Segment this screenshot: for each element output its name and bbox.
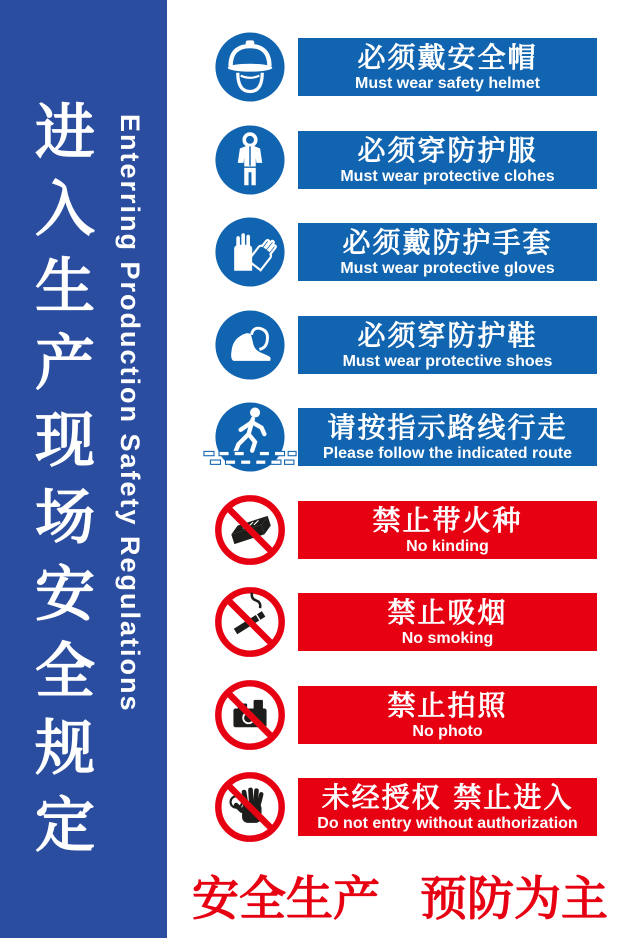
regulation-text-en: Must wear protective clohes <box>340 167 555 185</box>
regulation-text-en: No smoking <box>401 630 494 647</box>
regulation-row <box>0 216 633 288</box>
regulation-row <box>0 31 633 103</box>
regulation-row <box>0 309 633 381</box>
regulation-banner <box>298 223 597 281</box>
regulation-row <box>0 679 633 751</box>
slogan-part-2: 预防为主 <box>420 871 608 927</box>
regulation-text-en: No kinding <box>406 537 489 555</box>
regulation-text-en: Please follow the indicated route <box>323 445 572 462</box>
poster-title-chinese: 进入生产现场安全规定 <box>25 100 95 870</box>
regulation-text-en: No photo <box>412 722 483 740</box>
regulation-text-cn: 必须戴防护手套 <box>342 226 553 259</box>
regulation-text-en: Must wear protective shoes <box>342 352 553 370</box>
no-photo-icon <box>214 679 286 751</box>
regulation-banner <box>298 686 597 744</box>
regulation-text-cn: 禁止吸烟 <box>387 596 508 629</box>
safety-slogan <box>167 864 633 926</box>
regulation-text-cn: 未经授权 禁止进入 <box>321 781 574 814</box>
regulation-row <box>0 586 633 658</box>
regulation-text-cn: 必须穿防护服 <box>357 133 538 167</box>
safety-helmet-icon <box>214 31 286 103</box>
protective-gloves-icon <box>214 216 286 288</box>
protective-shoes-icon <box>214 309 286 381</box>
regulation-banner <box>298 316 597 374</box>
regulation-text-en: Must wear protective gloves <box>340 260 555 277</box>
no-kindling-icon <box>214 494 286 566</box>
regulation-banner <box>298 38 597 96</box>
no-entry-icon <box>214 771 286 843</box>
walking-route-icon <box>214 401 286 473</box>
regulation-text-cn: 必须穿防护鞋 <box>357 318 538 352</box>
regulation-text-cn: 必须戴安全帽 <box>357 41 538 74</box>
regulation-banner <box>298 778 597 836</box>
regulation-banner <box>298 408 597 466</box>
regulation-text-cn: 禁止带火种 <box>372 503 523 537</box>
regulation-text-en: Must wear safety helmet <box>355 75 540 92</box>
slogan-part-1: 安全生产 <box>192 871 380 927</box>
regulation-text-en: Do not entry without authorization <box>317 815 578 832</box>
regulation-banner <box>298 131 597 189</box>
regulation-row <box>0 401 633 473</box>
regulation-banner <box>298 593 597 651</box>
poster-title-english: Enterring Production Safety Regulations <box>115 114 145 713</box>
regulation-row <box>0 124 633 196</box>
regulation-text-cn: 禁止拍照 <box>387 688 508 722</box>
regulation-banner <box>298 501 597 559</box>
protective-clothes-icon <box>214 124 286 196</box>
regulation-row <box>0 494 633 566</box>
regulation-row <box>0 771 633 843</box>
no-smoking-icon <box>214 586 286 658</box>
regulation-text-cn: 请按指示路线行走 <box>327 411 568 444</box>
